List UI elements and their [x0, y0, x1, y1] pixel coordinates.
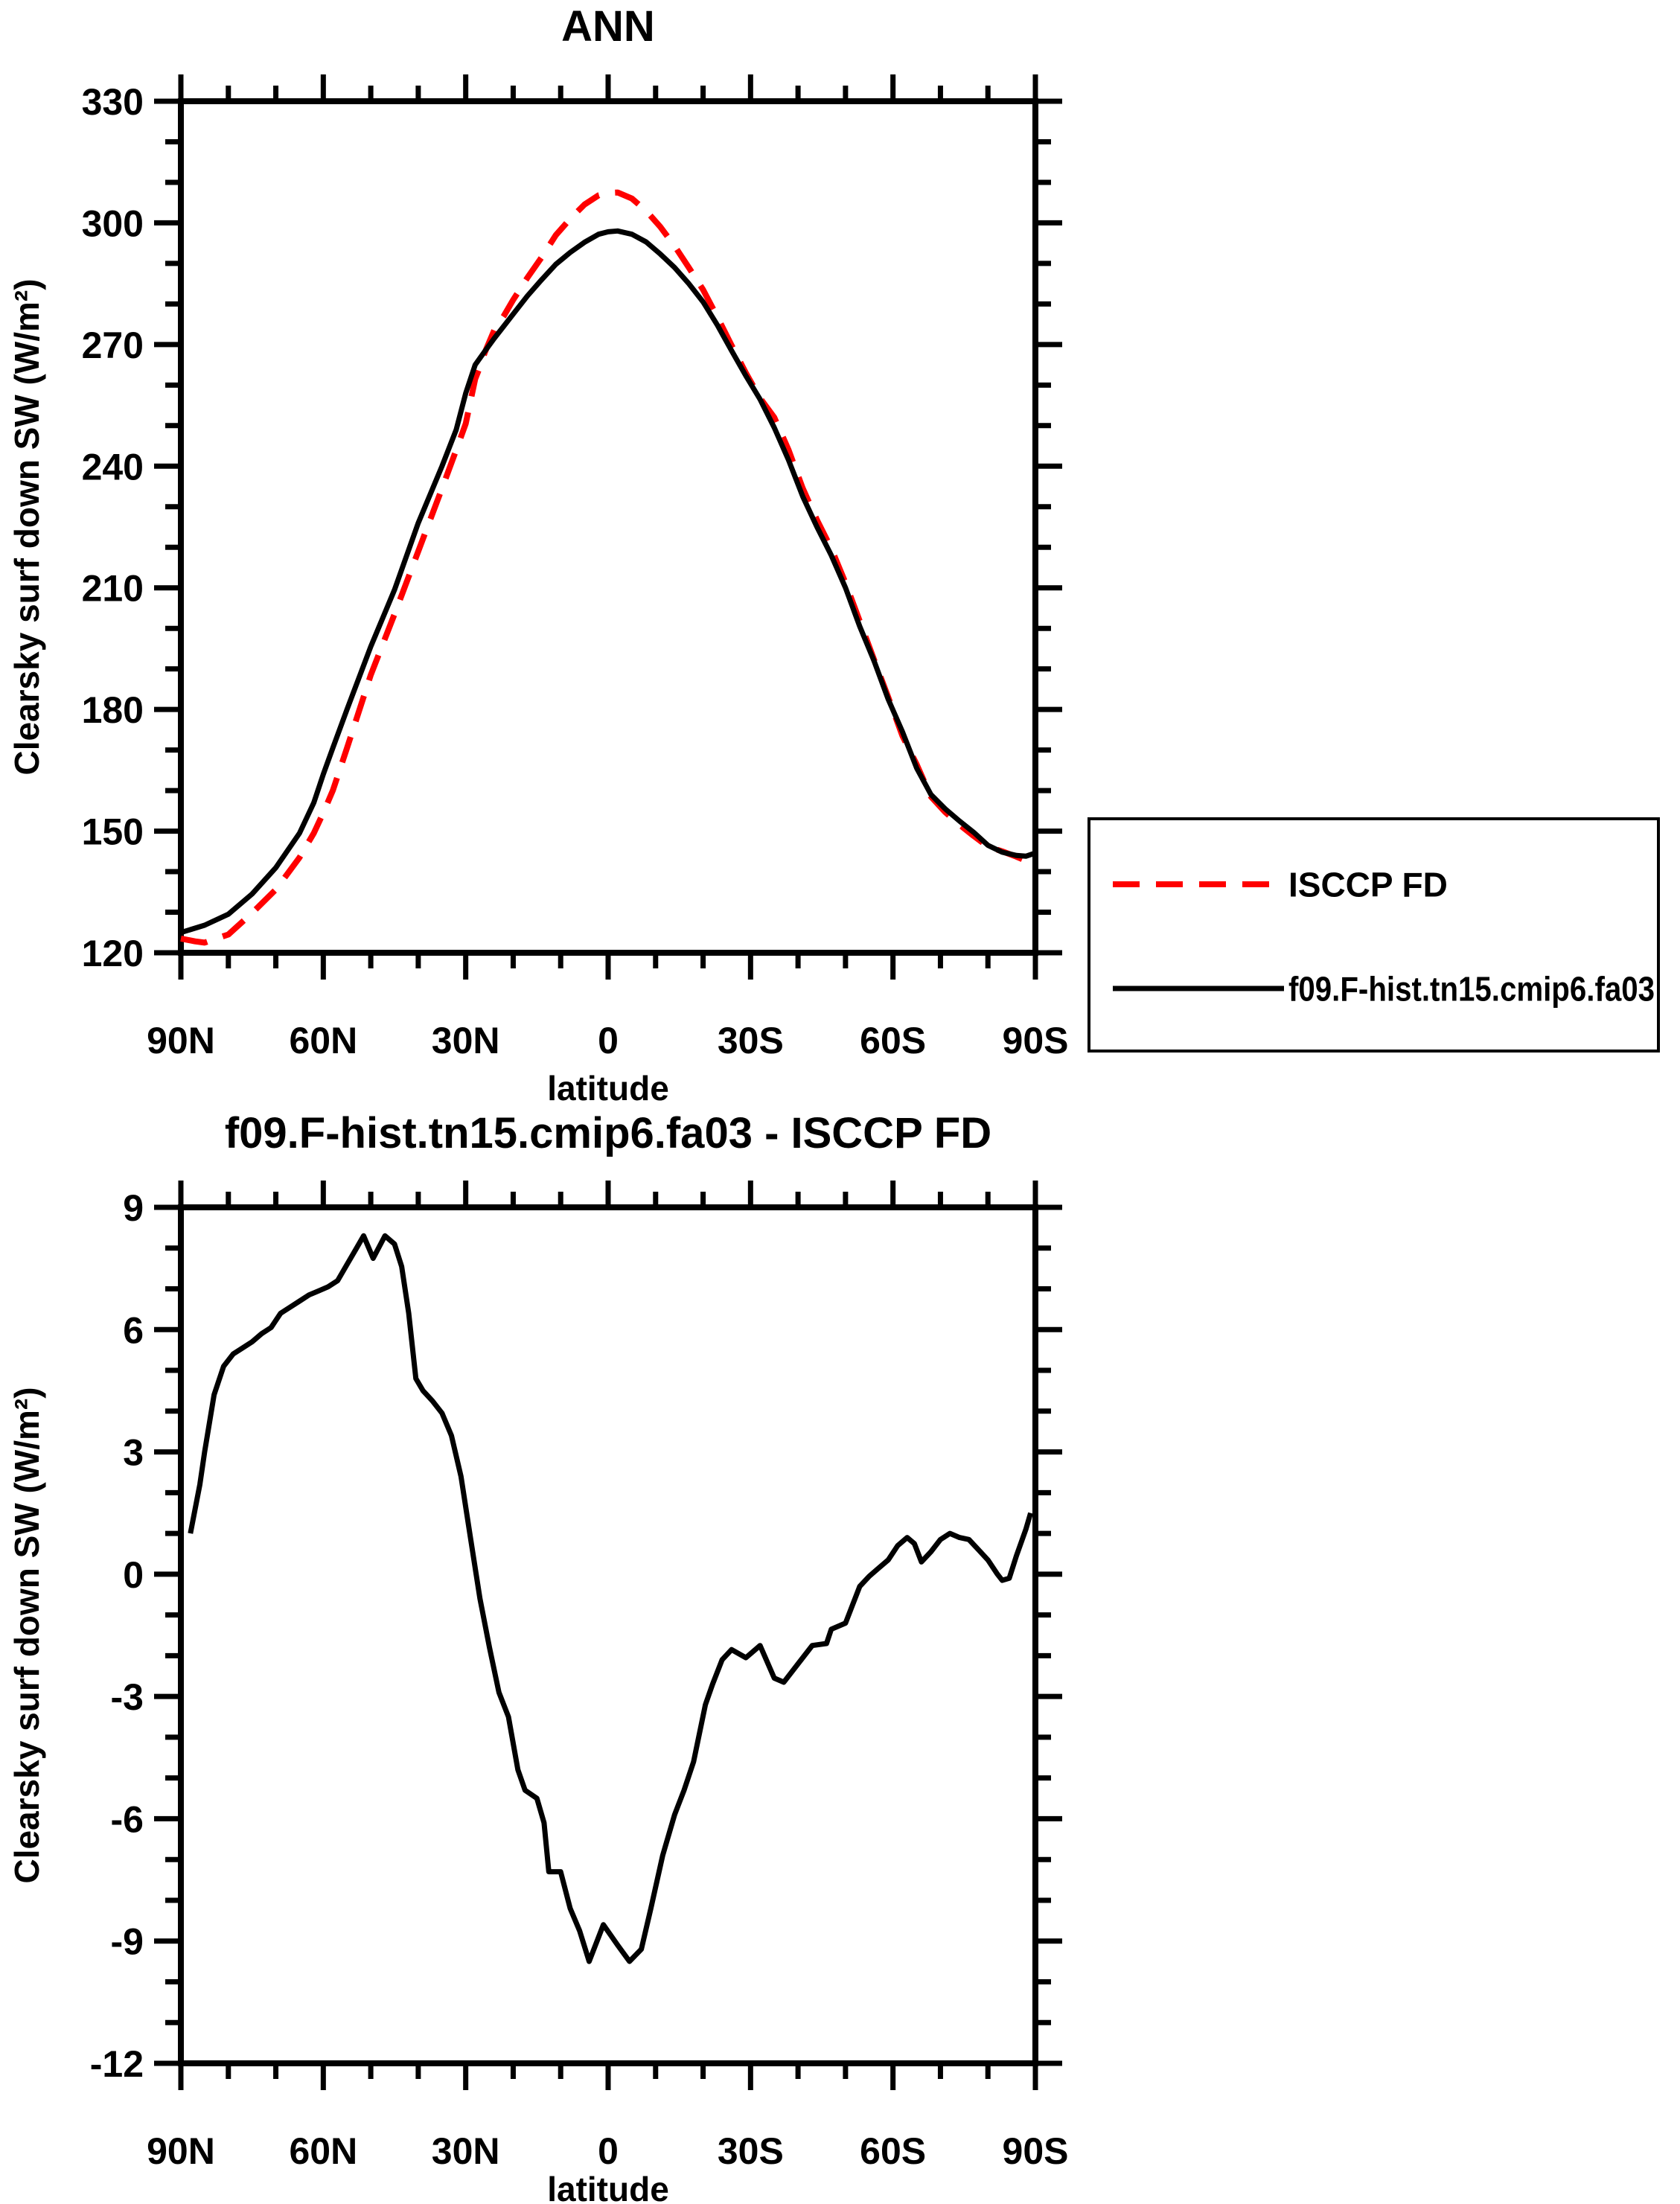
bottom-chart-y-axis: [90, 1187, 1062, 2085]
top-chart-xlabel: latitude: [547, 1069, 669, 1108]
bottom-chart-ylabel: Clearsky surf down SW (W/m²): [7, 1387, 46, 1884]
legend-label: ISCCP FD: [1288, 865, 1448, 904]
bottom-chart-x-tick-label: 30S: [717, 2130, 784, 2172]
bottom-chart-y-tick-label: 6: [123, 1309, 144, 1352]
bottom-chart-y-tick-label: -9: [110, 1920, 144, 1963]
isccp-fd-curve: [181, 193, 1035, 943]
top-chart-y-tick-label: 120: [81, 933, 144, 974]
top-chart-x-axis: [147, 74, 1068, 1061]
bottom-chart-x-tick-label: 90S: [1002, 2130, 1069, 2172]
top-chart-y-tick-label: 150: [81, 811, 144, 853]
top-chart-frame: [181, 101, 1035, 953]
bottom-chart-x-tick-label: 60N: [289, 2130, 358, 2172]
bottom-chart: [7, 1109, 1068, 2204]
top-chart: [7, 2, 1658, 1108]
bottom-chart-x-axis: [147, 1181, 1068, 2172]
top-chart-y-tick-label: 180: [81, 689, 144, 732]
bottom-chart-y-tick-label: -6: [110, 1798, 144, 1841]
legend-box: [1089, 819, 1658, 1051]
model-curve: [181, 231, 1035, 933]
bottom-chart-y-tick-label: 9: [123, 1187, 144, 1229]
top-chart-ylabel: Clearsky surf down SW (W/m²): [7, 278, 46, 776]
diff-curve: [191, 1236, 1031, 1961]
top-chart-x-tick-label: 0: [598, 1020, 619, 1061]
bottom-chart-x-tick-label: 30N: [431, 2130, 500, 2172]
bottom-chart-y-tick-label: 0: [123, 1553, 144, 1596]
top-chart-y-axis: [82, 81, 1062, 974]
top-chart-y-tick-label: 270: [81, 324, 144, 366]
legend: [1089, 819, 1658, 1051]
top-chart-x-tick-label: 90S: [1002, 1020, 1069, 1061]
top-chart-y-tick-label: 210: [81, 567, 144, 610]
bottom-chart-title: f09.F-hist.tn15.cmip6.fa03 - ISCCP FD: [224, 1109, 992, 1157]
bottom-chart-x-tick-label: 90N: [147, 2130, 215, 2172]
top-chart-x-tick-label: 30S: [717, 1020, 784, 1061]
top-chart-x-tick-label: 60N: [289, 1020, 358, 1061]
top-chart-y-tick-label: 330: [81, 81, 144, 123]
bottom-chart-xlabel: latitude: [547, 2170, 669, 2204]
legend-label: f09.F-hist.tn15.cmip6.fa03: [1288, 969, 1655, 1009]
top-chart-x-tick-label: 30N: [431, 1020, 500, 1061]
top-chart-x-tick-label: 60S: [860, 1020, 927, 1061]
top-chart-y-tick-label: 300: [81, 202, 144, 245]
bottom-chart-y-tick-label: -12: [89, 2043, 144, 2085]
bottom-chart-x-tick-label: 60S: [860, 2130, 927, 2172]
bottom-chart-y-tick-label: 3: [123, 1431, 144, 1474]
bottom-chart-x-tick-label: 0: [598, 2130, 619, 2172]
bottom-chart-y-tick-label: -3: [110, 1676, 144, 1719]
top-chart-title: ANN: [561, 2, 655, 51]
top-chart-x-tick-label: 90N: [147, 1020, 215, 1061]
top-chart-y-tick-label: 240: [81, 446, 144, 488]
